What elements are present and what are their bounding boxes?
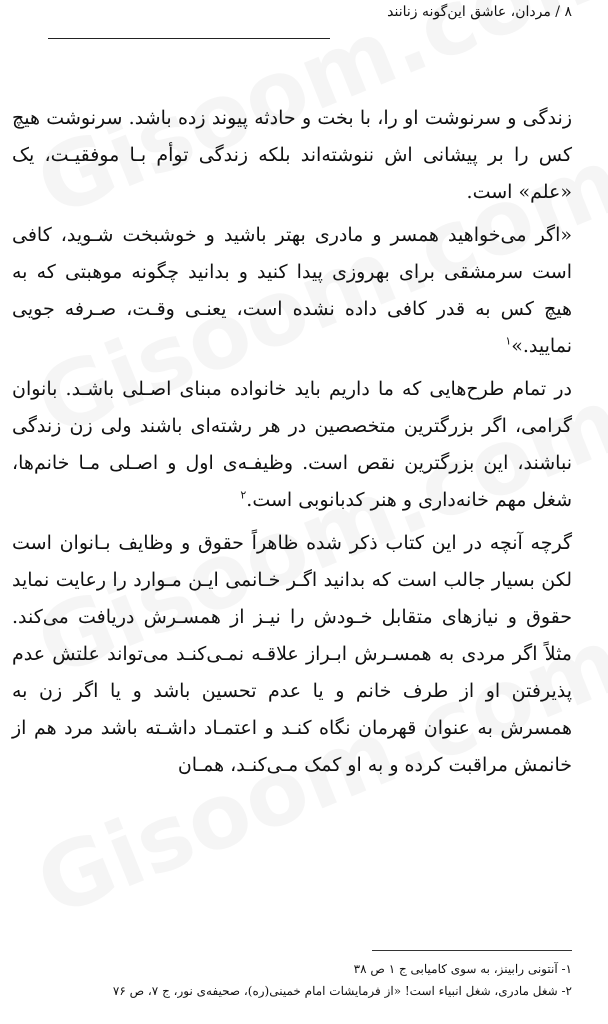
footnote-mark[interactable]: ۲ [240, 488, 247, 502]
paragraph [12, 100, 572, 211]
paragraph [12, 371, 572, 519]
footnote: ۱- آنتونی رابینز، به سوی کامیابی ج ۱ ص ۳۸ [353, 962, 572, 976]
paragraph [12, 525, 572, 784]
footnote: ۲- شغل مادری، شغل انبیاء است! «از فرمایشات امام خمینی(ره)، صحیفه‌ی نور، ج ۷، ص ۷۶ [112, 984, 572, 998]
footnote-rule [372, 950, 572, 951]
body-text [12, 100, 572, 790]
header-rule [48, 38, 330, 39]
running-title: مردان، عاشق این‌گونه زنانند [387, 4, 551, 20]
header-separator: / [550, 4, 561, 20]
paragraph-text: «اگر می‌خواهید همسر و مادری بهتر باشید و خوشبخت شـوید، کافی است سرمشقی برای بهروزی پیدا کنید و بدانید چگونه موهبتی که به هیچ کس به قدر کافی داده نشده است، یعنـی وقـت، صـرفه جویی نمایید.» [12, 224, 572, 357]
footnotes [12, 958, 572, 1002]
running-header [387, 4, 572, 20]
paragraph [12, 217, 572, 365]
footnote-mark[interactable]: ۱ [505, 334, 512, 348]
paragraph-text: زندگی و سرنوشت او را، با بخت و حادثه پیوند زده باشد. سرنوشت هیچ کس را بر پیشانی اش ننوشته‌اند بلکه زندگی توأم بـا موفقیـت، یک «علم» است. [12, 107, 572, 203]
paragraph-text: گرچه آنچه در این کتاب ذکر شده ظاهراً حقوق و وظایف بـانوان است لکن بسیار جالب است که بدانید اگـر خـانمی ایـن مـوارد را رعایت نماید حقوق و نیازهای متقابل خـودش را نیـز از همسـرش دریافت می‌کند. مثلاً اگر مردی به همسـرش ابـراز علاقـه نمـی‌کنـد می‌تواند علتش عدم پذیرفتن او از طرف خانم و یا عدم تحسین باشد و یا اگر زن به همسرش به عنوان قهرمان نگاه کنـد و اعتمـاد داشـته باشد مرد هم از خانمش مراقبت کرده و به او کمک مـی‌کنـد، همـان [12, 532, 572, 776]
paragraph-text: در تمام طرح‌هایی که ما داریم باید خانواده مبنای اصـلی باشـد. بانوان گرامی، اگر بزرگترین متخصصین در هر رشته‌ای باشند ولی زن زندگی نباشند، این بزرگترین نقص است. وظیفـه‌ی اول و اصـلی مـا خانم‌ها، شغل مهم خانه‌داری و هنر کدبانوبی است. [12, 378, 572, 511]
page-number: ۸ [564, 4, 572, 20]
